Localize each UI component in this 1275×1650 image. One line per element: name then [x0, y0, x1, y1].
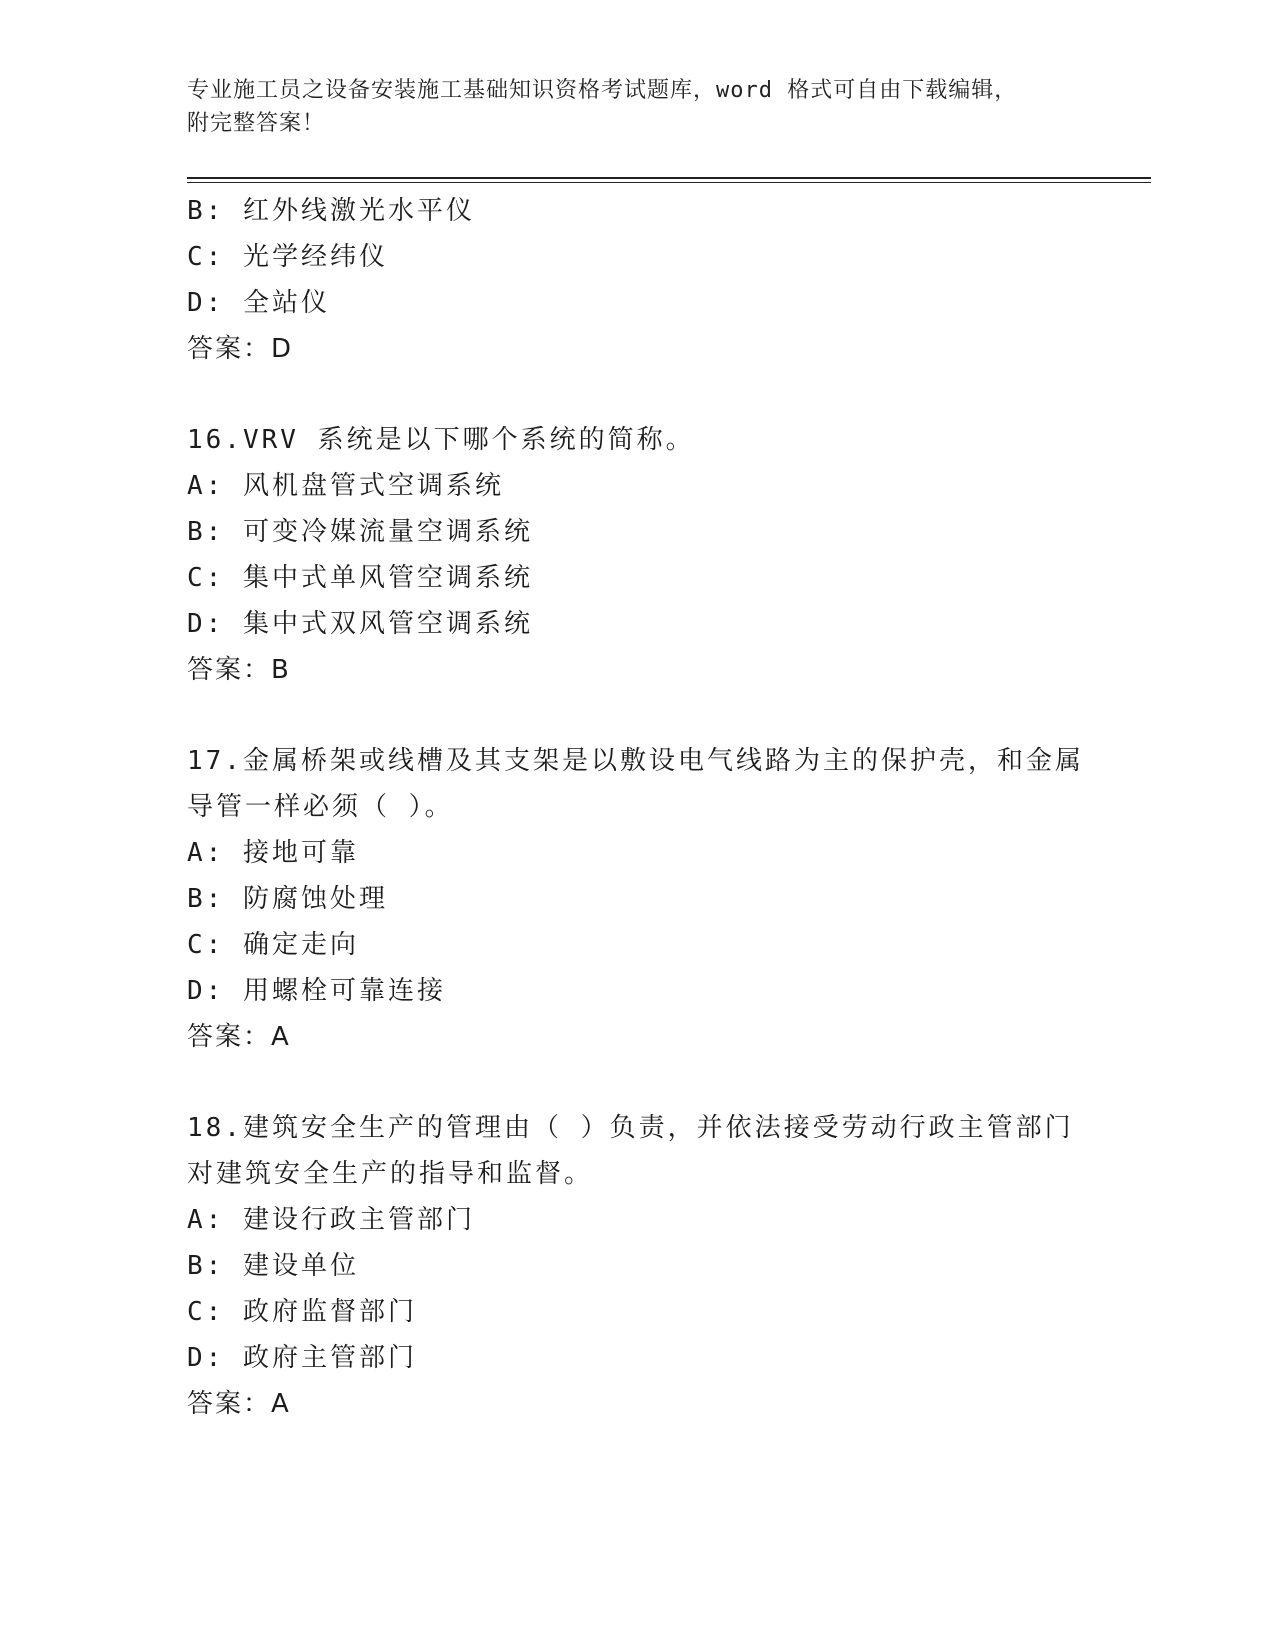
option-b: B: 防腐蚀处理 [187, 884, 388, 914]
question-list [187, 188, 1087, 1427]
spacer [187, 372, 1087, 417]
question-stem-line-1: 17.金属桥架或线槽及其支架是以敷设电气线路为主的保护壳，和金属 [187, 746, 1084, 776]
option-a: A: 建设行政主管部门 [187, 1205, 475, 1235]
question-16 [187, 417, 1087, 693]
option-d: D: 集中式双风管空调系统 [187, 609, 533, 639]
spacer [187, 1060, 1087, 1105]
option-b: B: 红外线激光水平仪 [187, 196, 475, 226]
option-d: D: 政府主管部门 [187, 1343, 417, 1373]
answer: 答案：A [187, 1022, 291, 1052]
option-c: C: 集中式单风管空调系统 [187, 563, 533, 593]
option-d: D: 全站仪 [187, 288, 330, 318]
option-a: A: 接地可靠 [187, 838, 359, 868]
option-b: B: 建设单位 [187, 1251, 359, 1281]
question-stem-line-2: 对建筑安全生产的指导和监督。 [187, 1159, 594, 1189]
question-stem-line-2: 导管一样必须（ ）。 [187, 792, 454, 822]
spacer [187, 693, 1087, 738]
document-header [187, 74, 1087, 140]
header-line-1: 专业施工员之设备安装施工基础知识资格考试题库，word 格式可自由下载编辑， [187, 78, 1018, 103]
header-divider-bottom [187, 182, 1151, 183]
answer: 答案：A [187, 1389, 291, 1419]
question-stem: 16.VRV 系统是以下哪个系统的简称。 [187, 425, 695, 455]
header-line-2: 附完整答案！ [187, 111, 326, 136]
option-c: C: 光学经纬仪 [187, 242, 388, 272]
header-divider-top [187, 177, 1151, 179]
option-d: D: 用螺栓可靠连接 [187, 976, 446, 1006]
question-18 [187, 1105, 1087, 1427]
question-17 [187, 738, 1087, 1060]
question-stem-line-1: 18.建筑安全生产的管理由（ ）负责，并依法接受劳动行政主管部门 [187, 1113, 1074, 1143]
option-b: B: 可变冷媒流量空调系统 [187, 517, 533, 547]
question-15 [187, 188, 1087, 372]
option-c: C: 确定走向 [187, 930, 359, 960]
answer: 答案：B [187, 655, 291, 685]
option-c: C: 政府监督部门 [187, 1297, 417, 1327]
answer: 答案：D [187, 334, 294, 364]
option-a: A: 风机盘管式空调系统 [187, 471, 504, 501]
